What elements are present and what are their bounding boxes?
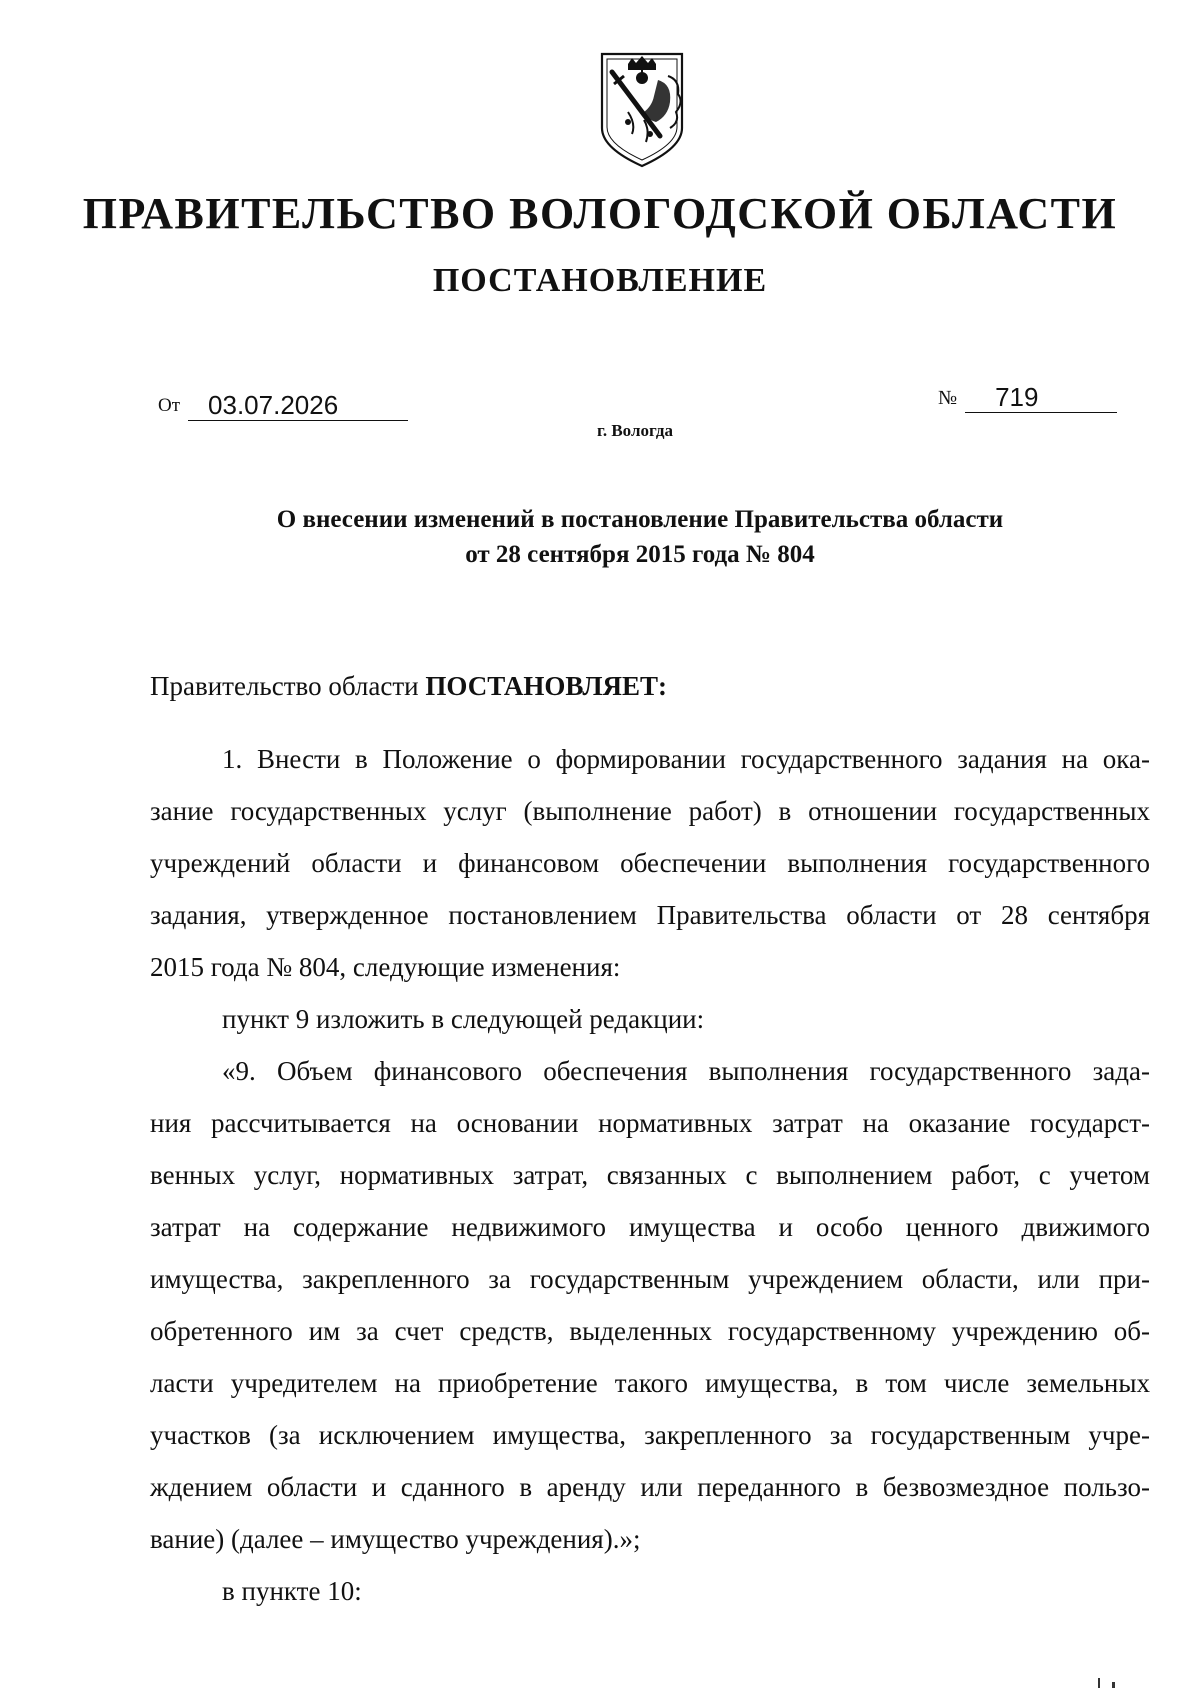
document-date: 03.07.2026: [188, 390, 408, 421]
body-line: зание государственных услуг (выполнение работ) в отношении государственных: [150, 796, 1150, 826]
subject-line-1: О внесении изменений в постановление Правительства области: [276, 506, 1004, 533]
body-line: 1. Внести в Положение о формировании государственного задания на ока-: [222, 744, 1150, 774]
body-line: венных услуг, нормативных затрат, связанных с выполнением работ, с учетом: [150, 1160, 1150, 1190]
number-prefix: №: [938, 387, 958, 409]
body-line: «9. Объем финансового обеспечения выполнения государственного зада-: [222, 1056, 1150, 1086]
preamble-emphasis: ПОСТАНОВЛЯЕТ:: [425, 671, 667, 701]
coat-of-arms-icon: [598, 50, 686, 170]
body-line: участков (за исключением имущества, закрепленного за государственным учре-: [150, 1420, 1150, 1450]
subject-line-2: от 28 сентября 2015 года № 804: [465, 541, 815, 568]
body-line: ждением области и сданного в аренду или переданного в безвозмездное пользо-: [150, 1472, 1150, 1502]
body-line: ласти учредителем на приобретение такого имущества, в том числе земельных: [150, 1368, 1150, 1398]
body-line: вание) (далее – имущество учреждения).»;: [150, 1524, 641, 1554]
scan-mark: [1098, 1678, 1100, 1688]
document-body: [150, 733, 1150, 1617]
document-type: ПОСТАНОВЛЕНИЕ: [432, 262, 768, 299]
body-line: ния рассчитывается на основании нормативных затрат на оказание государст-: [150, 1108, 1150, 1138]
date-field: [158, 390, 408, 421]
body-line: задания, утвержденное постановлением Правительства области от 28 сентября: [150, 900, 1150, 930]
number-field: [938, 382, 1117, 413]
body-line: обретенного им за счет средств, выделенных государственному учреждению об-: [150, 1316, 1150, 1346]
preamble: [150, 666, 667, 706]
body-line: в пункте 10:: [222, 1576, 362, 1606]
document-number: 719: [965, 382, 1117, 413]
preamble-text: Правительство области: [150, 671, 426, 701]
body-line: пункт 9 изложить в следующей редакции:: [222, 1004, 705, 1034]
date-prefix: От: [158, 395, 181, 416]
organization-title: ПРАВИТЕЛЬСТВО ВОЛОГОДСКОЙ ОБЛАСТИ: [82, 189, 1118, 238]
body-line: учреждений области и финансовом обеспечении выполнения государственного: [150, 848, 1150, 878]
body-line: имущества, закрепленного за государственным учреждением области, или при-: [150, 1264, 1150, 1294]
city-label: г. Вологда: [597, 421, 673, 440]
body-line: 2015 года № 804, следующие изменения:: [150, 952, 621, 982]
body-line: затрат на содержание недвижимого имущества и особо ценного движимого: [150, 1212, 1150, 1242]
document-subject: [0, 502, 1200, 572]
scan-mark: [1112, 1682, 1115, 1688]
